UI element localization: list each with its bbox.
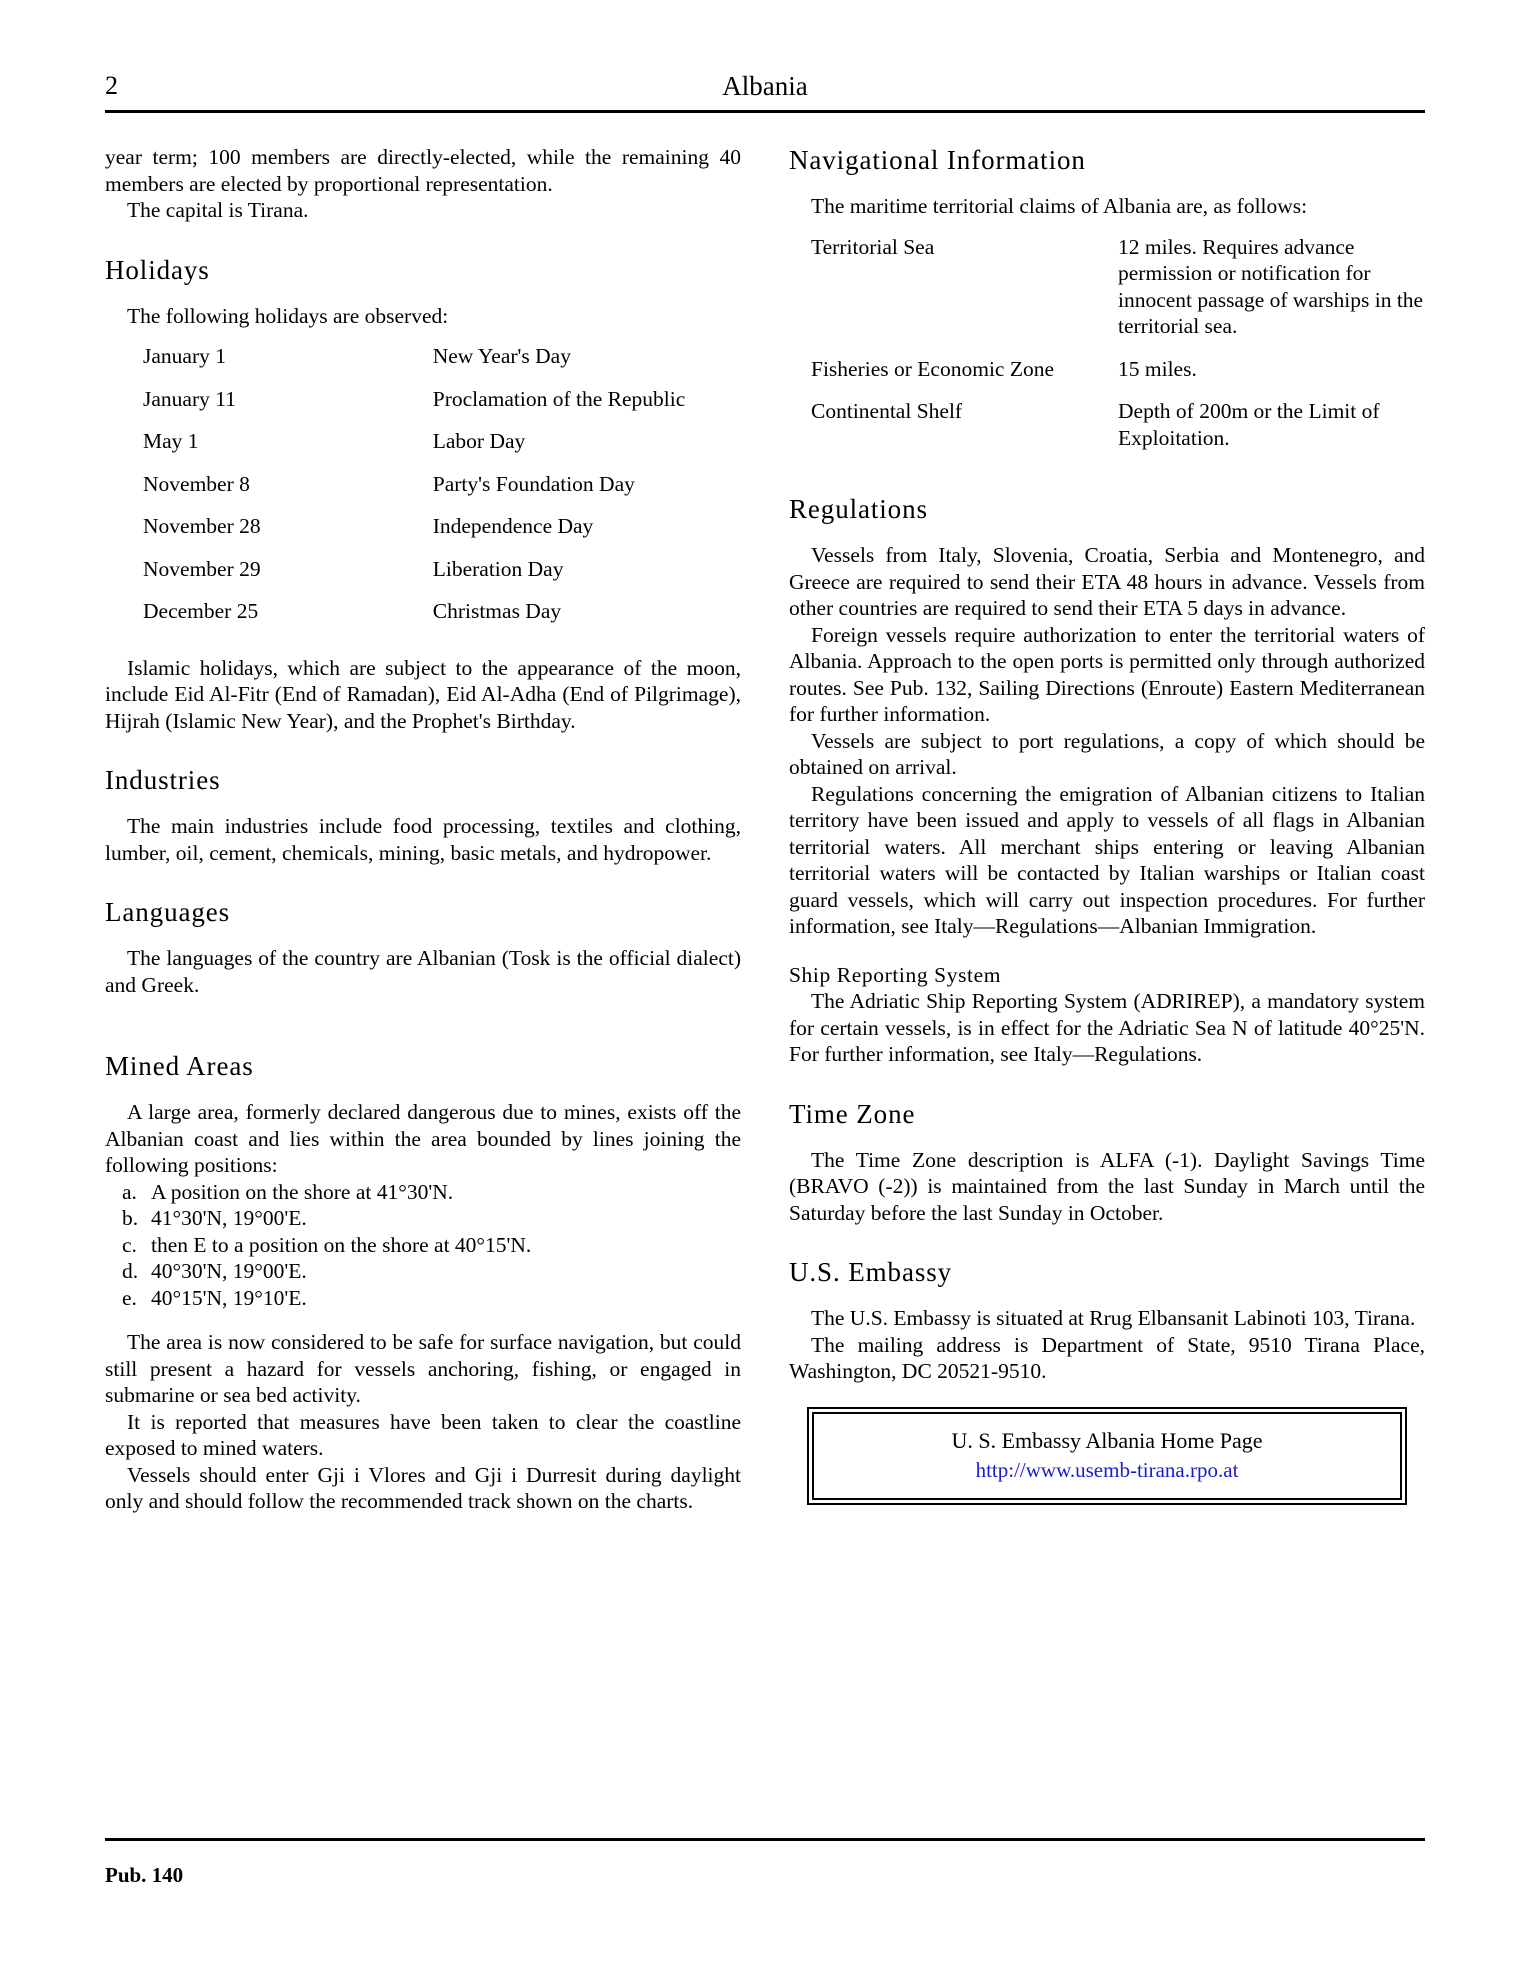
us-embassy-paragraph-2: The mailing address is Department of State, 9510 Tirana Place, Washington, DC 20521-9510. bbox=[789, 1332, 1425, 1383]
industries-paragraph: The main industries include food processing, textiles and clothing, lumber, oil, cement, chemicals, mining, basic metals, and hydropower. bbox=[105, 814, 741, 865]
regulations-paragraph-4: Regulations concerning the emigration of Albanian citizens to Italian territory have been issued and apply to vessels of all flags in Albanian territorial waters. All merchant ships entering or leaving Albanian territorial waters will be contacted by Italian warships or Italian coast guard vessels, which will carry out inspection procedures. For further information, see Italy—Regulations—Albanian Immigration. bbox=[789, 781, 1425, 938]
list-marker: a. bbox=[122, 1179, 137, 1204]
footer-rule bbox=[105, 1838, 1425, 1841]
embassy-home-page-title: U. S. Embassy Albania Home Page bbox=[951, 1427, 1263, 1453]
table-row bbox=[143, 513, 741, 556]
running-head bbox=[105, 70, 1425, 132]
page-number: 2 bbox=[105, 71, 118, 100]
table-row bbox=[143, 428, 741, 471]
holiday-date: May 1 bbox=[143, 429, 199, 453]
holiday-date: November 28 bbox=[143, 514, 261, 538]
holiday-name: Party's Foundation Day bbox=[432, 471, 635, 496]
languages-paragraph: The languages of the country are Albanian (Tosk is the official dialect) and Greek. bbox=[105, 946, 741, 997]
holiday-date: January 11 bbox=[143, 386, 236, 411]
holidays-table bbox=[143, 343, 741, 641]
list-item bbox=[105, 1258, 741, 1285]
table-row bbox=[143, 386, 741, 429]
holiday-date: November 8 bbox=[143, 471, 250, 496]
claim-value: Depth of 200m or the Limit of Exploitation. bbox=[1118, 399, 1380, 450]
claim-term: Territorial Sea bbox=[811, 234, 935, 259]
section-heading-industries: Industries bbox=[105, 765, 221, 795]
regulations-paragraph-1: Vessels from Italy, Slovenia, Croatia, Serbia and Montenegro, and Greece are required to send their ETA 48 hours in advance. Vessels from other countries are required to send their ETA 5 days in advance. bbox=[789, 543, 1425, 620]
capital-paragraph: The capital is Tirana. bbox=[127, 198, 309, 222]
list-item bbox=[105, 1179, 741, 1206]
section-heading-regulations: Regulations bbox=[789, 494, 928, 524]
list-marker: d. bbox=[122, 1259, 139, 1283]
table-row bbox=[143, 343, 741, 386]
islamic-holidays-paragraph: Islamic holidays, which are subject to the appearance of the moon, include Eid Al-Fitr (End of Ramadan), Eid Al-Adha (End of Pilgrimage), Hijrah (Islamic New Year), and the Prophet's Birthday. bbox=[105, 655, 741, 733]
table-row bbox=[811, 234, 1425, 356]
regulations-paragraph-2: Foreign vessels require authorization to enter the territorial waters of Albania. Approach to the open ports is permitted only through authorized routes. See Pub. 132, Sailing Directions (Enroute) Eastern Mediterranean for further information. bbox=[789, 622, 1425, 726]
mined-areas-intro: A large area, formerly declared dangerous due to mines, exists off the Albanian coast and lies within the area bounded by lines joining the following positions: bbox=[105, 1100, 741, 1177]
holiday-date: December 25 bbox=[143, 599, 259, 623]
table-row bbox=[811, 398, 1425, 467]
claim-value: 12 miles. Requires advance permission or notification for innocent passage of warships in the territorial sea. bbox=[1118, 234, 1424, 338]
mined-areas-position-list bbox=[105, 1179, 741, 1312]
holiday-date: January 1 bbox=[143, 344, 226, 368]
list-item bbox=[105, 1232, 741, 1259]
right-column bbox=[789, 144, 1425, 1515]
left-column bbox=[105, 144, 741, 1515]
table-row bbox=[143, 471, 741, 514]
holiday-name: Labor Day bbox=[432, 429, 526, 453]
section-heading-languages: Languages bbox=[105, 897, 231, 927]
navigational-claims-table-wrap bbox=[811, 234, 1425, 468]
section-heading-holidays: Holidays bbox=[105, 254, 210, 285]
holiday-date: November 29 bbox=[143, 556, 261, 581]
mined-areas-paragraph-1: The area is now considered to be safe for surface navigation, but could still present a hazard for vessels anchoring, fishing, or engaged in submarine or sea bed activity. bbox=[105, 1330, 741, 1407]
ship-reporting-paragraph: The Adriatic Ship Reporting System (ADRIREP), a mandatory system for certain vessels, is in effect for the Adriatic Sea N of latitude 40°25'N. For further information, see Italy—Regulations. bbox=[789, 989, 1425, 1066]
navigational-claims-table bbox=[811, 234, 1425, 468]
table-row bbox=[143, 598, 741, 641]
list-item-text: 41°30'N, 19°00'E. bbox=[151, 1206, 307, 1230]
section-heading-navigational-information: Navigational Information bbox=[789, 145, 1086, 175]
list-item-text: then E to a position on the shore at 40°15'N. bbox=[151, 1232, 532, 1257]
header-rule bbox=[105, 110, 1425, 113]
list-item-text: 40°15'N, 19°10'E. bbox=[151, 1285, 307, 1310]
claim-term: Continental Shelf bbox=[811, 399, 963, 423]
list-item-text: 40°30'N, 19°00'E. bbox=[151, 1259, 307, 1283]
list-marker: b. bbox=[122, 1206, 139, 1230]
embassy-home-page-box bbox=[807, 1407, 1407, 1505]
holidays-table-wrap bbox=[143, 343, 741, 641]
holiday-name: Liberation Day bbox=[432, 556, 564, 581]
us-embassy-paragraph-1: The U.S. Embassy is situated at Rrug Elbansanit Labinoti 103, Tirana. bbox=[811, 1306, 1416, 1330]
mined-areas-paragraph-2: It is reported that measures have been taken to clear the coastline exposed to mined waters. bbox=[105, 1409, 741, 1460]
subsection-heading-ship-reporting-system: Ship Reporting System bbox=[789, 962, 1002, 987]
list-item-text: A position on the shore at 41°30'N. bbox=[151, 1179, 454, 1204]
list-item bbox=[105, 1205, 741, 1232]
time-zone-paragraph: The Time Zone description is ALFA (-1). Daylight Savings Time (BRAVO (-2)) is maintained from the last Sunday in March until the Saturday before the last Sunday in October. bbox=[789, 1147, 1425, 1225]
claim-term: Fisheries or Economic Zone bbox=[811, 356, 1055, 381]
list-item bbox=[105, 1285, 741, 1312]
mined-areas-paragraph-3: Vessels should enter Gji i Vlores and Gji i Durresit during daylight only and should follow the recommended track shown on the charts. bbox=[105, 1462, 741, 1513]
holiday-name: Independence Day bbox=[432, 514, 594, 538]
holidays-intro: The following holidays are observed: bbox=[127, 303, 449, 328]
two-column-body bbox=[105, 144, 1425, 1515]
section-heading-mined-areas: Mined Areas bbox=[105, 1051, 254, 1081]
list-marker: c. bbox=[122, 1232, 137, 1257]
table-row bbox=[143, 556, 741, 599]
holiday-name: Proclamation of the Republic bbox=[432, 386, 686, 411]
table-row bbox=[811, 356, 1425, 399]
regulations-paragraph-3: Vessels are subject to port regulations, a copy of which should be obtained on arrival. bbox=[789, 728, 1425, 779]
holiday-name: Christmas Day bbox=[432, 599, 562, 623]
embassy-home-page-box-inner bbox=[812, 1412, 1402, 1500]
holiday-name: New Year's Day bbox=[432, 344, 571, 368]
section-heading-us-embassy: U.S. Embassy bbox=[789, 1257, 953, 1287]
footer-publication: Pub. 140 bbox=[105, 1863, 184, 1887]
navigational-information-intro: The maritime territorial claims of Albania are, as follows: bbox=[811, 194, 1308, 218]
section-heading-time-zone: Time Zone bbox=[789, 1098, 916, 1129]
continued-paragraph: year term; 100 members are directly-elected, while the remaining 40 members are elected by proportional representation. bbox=[105, 145, 741, 196]
page-title: Albania bbox=[722, 71, 808, 101]
embassy-home-page-link[interactable]: http://www.usemb-tirana.rpo.at bbox=[975, 1457, 1239, 1482]
claim-value: 15 miles. bbox=[1118, 356, 1197, 381]
page-content-area bbox=[105, 0, 1425, 1980]
list-marker: e. bbox=[122, 1285, 137, 1310]
